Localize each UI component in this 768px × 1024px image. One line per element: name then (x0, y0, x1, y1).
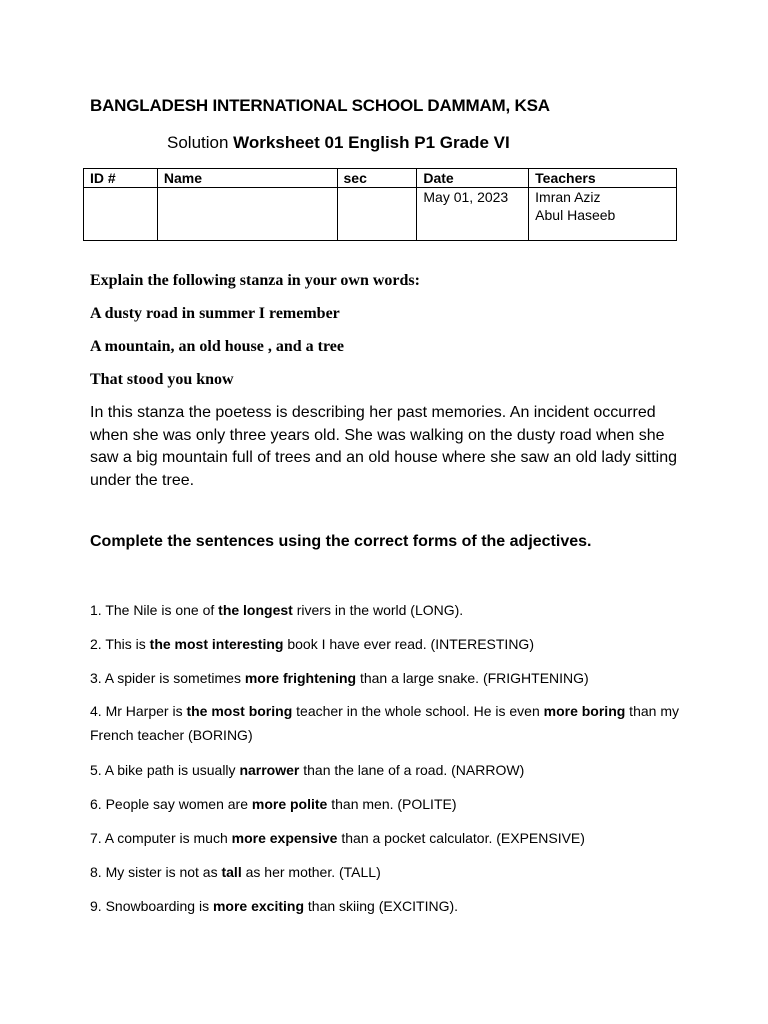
item-text: book I have ever read. (INTERESTING) (283, 636, 534, 652)
list-item (90, 826, 680, 850)
item-text: 5. A bike path is usually (90, 762, 240, 778)
item-text: than the lane of a road. (NARROW) (299, 762, 525, 778)
list-item (90, 758, 680, 782)
stanza-line-2: A mountain, an old house , and a tree (90, 338, 344, 355)
list-item (90, 699, 680, 747)
cell-date: May 01, 2023 (417, 188, 529, 241)
item-text: 6. People say women are (90, 796, 252, 812)
item-text: 2. This is (90, 636, 150, 652)
item-text: 8. My sister is not as (90, 864, 222, 880)
stanza-instruction: Explain the following stanza in your own words: (90, 272, 420, 289)
cell-name (157, 188, 337, 241)
item-answer: the longest (218, 602, 293, 618)
list-item (90, 666, 680, 690)
item-text: 9. Snowboarding is (90, 898, 213, 914)
cell-teachers (529, 188, 677, 241)
item-answer: tall (221, 864, 242, 880)
item-answer: more polite (251, 796, 328, 812)
item-text: rivers in the world (LONG). (292, 602, 464, 618)
item-text: than skiing (EXCITING). (304, 898, 459, 914)
item-text: than my French teacher (BORING) (90, 703, 679, 743)
item-text: 4. Mr Harper is (90, 703, 187, 719)
teacher-2: Abul Haseeb (535, 207, 616, 223)
item-text: teacher in the whole school. He is even (292, 703, 544, 719)
item-answer: more exciting (212, 898, 304, 914)
item-answer: more frightening (244, 670, 357, 686)
list-item (90, 894, 680, 918)
item-answer: more expensive (231, 830, 338, 846)
header-date: Date (417, 169, 529, 188)
item-answer: more boring (543, 703, 626, 719)
adjectives-instruction: Complete the sentences using the correct forms of the adjectives. (90, 533, 592, 550)
item-answer: the most boring (186, 703, 293, 719)
subtitle-prefix: Solution (167, 133, 229, 152)
list-item (90, 632, 680, 656)
item-answer: the most interesting (149, 636, 284, 652)
stanza-answer: In this stanza the poetess is describing her past memories. An incident occurred when she was only three years old. She was walking on the dusty road when she saw a big mountain full of trees and an old house where she saw an old lady sitting under the tree. (90, 404, 678, 489)
header-name: Name (157, 169, 337, 188)
list-item (90, 792, 680, 816)
item-text: than a large snake. (FRIGHTENING) (356, 670, 589, 686)
item-text: than a pocket calculator. (EXPENSIVE) (337, 830, 585, 846)
list-item (90, 860, 680, 884)
header-id: ID # (84, 169, 158, 188)
list-item (90, 598, 680, 622)
stanza-line-3: That stood you know (90, 371, 234, 388)
teacher-1: Imran Aziz (535, 189, 601, 205)
student-info-table (83, 168, 677, 241)
school-name: BANGLADESH INTERNATIONAL SCHOOL DAMMAM, KSA (90, 96, 550, 115)
item-text: 3. A spider is sometimes (90, 670, 245, 686)
table-header-row (84, 169, 677, 188)
subtitle-bold: Worksheet 01 English P1 Grade VI (233, 133, 510, 152)
stanza-line-1: A dusty road in summer I remember (90, 305, 340, 322)
header-teachers: Teachers (529, 169, 677, 188)
header-sec: sec (337, 169, 417, 188)
item-text: as her mother. (TALL) (241, 864, 381, 880)
item-text: 7. A computer is much (90, 830, 232, 846)
worksheet-title (167, 133, 510, 153)
cell-sec (337, 188, 417, 241)
item-answer: narrower (239, 762, 300, 778)
item-text: than men. (POLITE) (327, 796, 457, 812)
cell-id (84, 188, 158, 241)
table-row (84, 188, 677, 241)
item-text: 1. The Nile is one of (90, 602, 219, 618)
